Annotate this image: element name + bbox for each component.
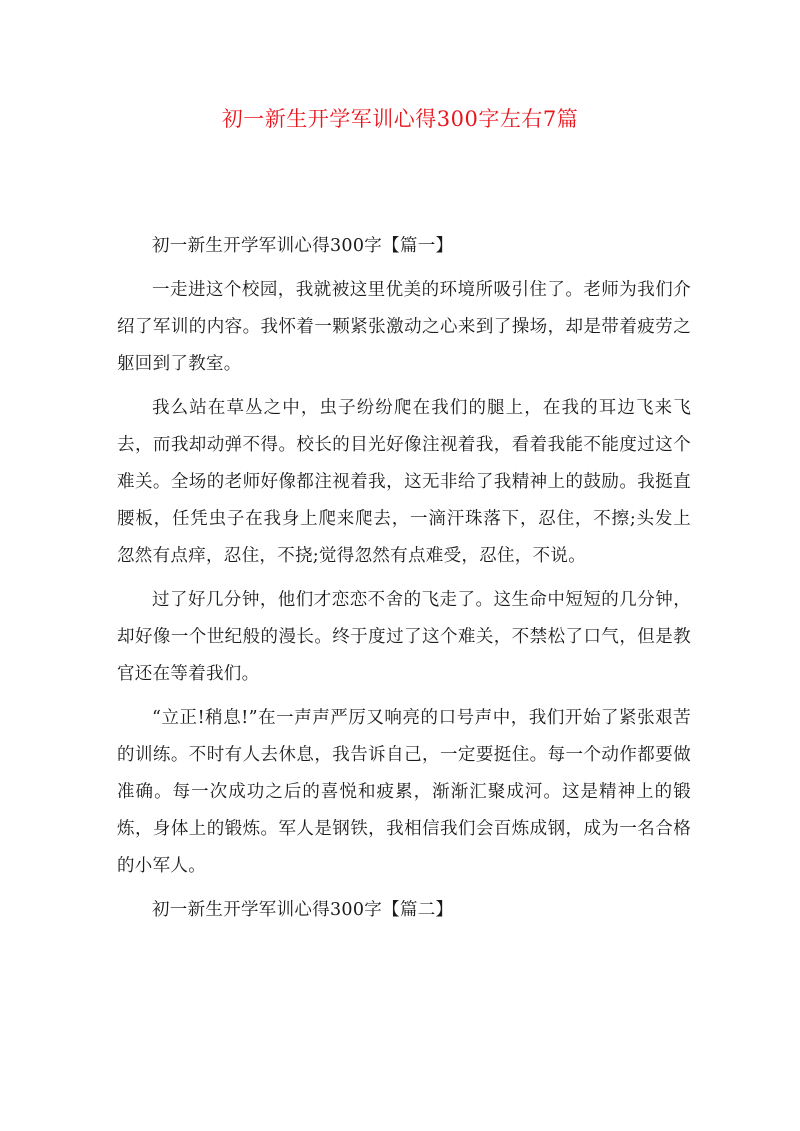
section-heading-2: 初一新生开学军训心得300字【篇二】	[152, 900, 454, 920]
document-title: 初一新生开学军训心得300字左右7篇	[221, 107, 579, 131]
paragraph: 过了好几分钟，他们才恋恋不舍的飞走了。这生命中短短的几分钟，却好像一个世纪般的漫长。终于度过了这个难关，不禁松了口气，但是教官还在等着我们。	[117, 590, 691, 684]
paragraph: “立正!稍息!”在一声声严厉又响亮的口号声中，我们开始了紧张艰苦的训练。不时有人去休息，我告诉自己，一定要挺住。每一个动作都要做准确。每一次成功之后的喜悦和疲累，渐渐汇聚成河。这是精神上的锻炼，身体上的锻炼。军人是钢铁，我相信我们会百炼成钢，成为一名合格的小军人。	[117, 708, 691, 876]
document-body	[117, 228, 691, 929]
section-heading-1: 初一新生开学军训心得300字【篇一】	[152, 236, 454, 256]
paragraph: 我么站在草丛之中，虫子纷纷爬在我们的腿上，在我的耳边飞来飞去，而我却动弹不得。校长的目光好像注视着我，看着我能不能度过这个难关。全场的老师好像都注视着我，这无非给了我精神上的鼓励。我挺直腰板，任凭虫子在我身上爬来爬去，一滴汗珠落下，忍住，不擦;头发上忽然有点痒，忍住，不挠;觉得忽然有点难受，忍住，不说。	[117, 398, 691, 566]
paragraph: 一走进这个校园，我就被这里优美的环境所吸引住了。老师为我们介绍了军训的内容。我怀着一颗紧张激动之心来到了操场，却是带着疲劳之躯回到了教室。	[117, 280, 691, 374]
